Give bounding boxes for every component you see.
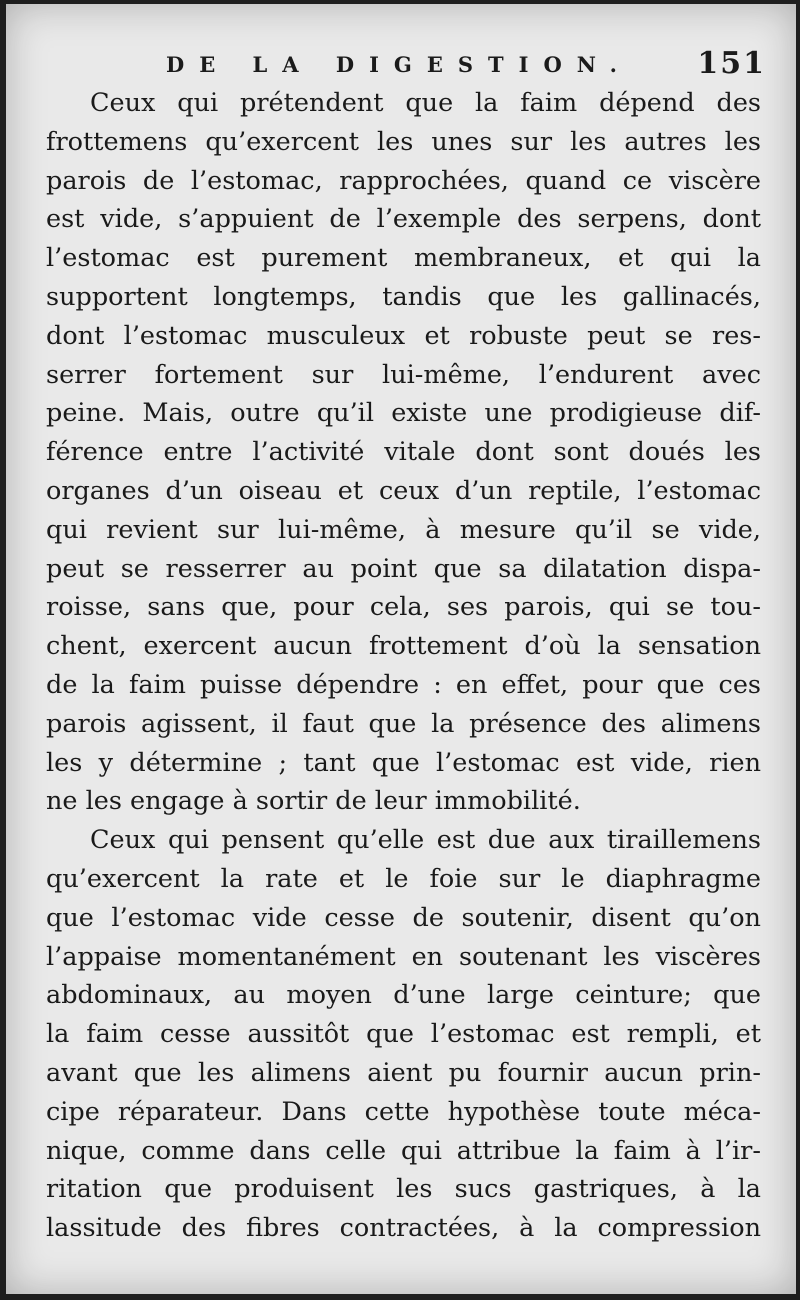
text-line: abdominaux, au moyen d’une large ceinture; que bbox=[46, 980, 761, 1011]
text-line: peine. Mais, outre qu’il existe une prodigieuse dif- bbox=[46, 398, 761, 429]
text-line: peut se resserrer au point que sa dilatation dispa- bbox=[46, 553, 761, 584]
body-text bbox=[46, 84, 761, 1248]
text-line: serrer fortement sur lui-même, l’endurent avec bbox=[46, 359, 761, 390]
text-line: dont l’estomac musculeux et robuste peut se res- bbox=[46, 320, 761, 351]
text-line: parois agissent, il faut que la présence des alimens bbox=[46, 708, 761, 739]
paragraph bbox=[46, 84, 761, 821]
page-header bbox=[6, 46, 796, 86]
text-line: férence entre l’activité vitale dont sont doués les bbox=[46, 437, 761, 468]
text-line: de la faim puisse dépendre : en effet, pour que ces bbox=[46, 669, 761, 700]
text-line: nique, comme dans celle qui attribue la faim à l’ir- bbox=[46, 1135, 761, 1166]
book-page bbox=[6, 4, 796, 1294]
text-line: Ceux qui prétendent que la faim dépend des bbox=[90, 88, 761, 118]
text-line: l’appaise momentanément en soutenant les viscères bbox=[46, 941, 761, 972]
text-line: frottemens qu’exercent les unes sur les autres les bbox=[46, 126, 761, 157]
text-line: parois de l’estomac, rapprochées, quand ce viscère bbox=[46, 165, 761, 196]
text-line: ne les engage à sortir de leur immobilité. bbox=[46, 786, 581, 817]
running-title: DE LA DIGESTION. bbox=[166, 52, 632, 77]
text-line: chent, exercent aucun frottement d’où la sensation bbox=[46, 631, 761, 662]
text-line: qu’exercent la rate et le foie sur le diaphragme bbox=[46, 863, 761, 894]
text-line: organes d’un oiseau et ceux d’un reptile, l’estomac bbox=[46, 475, 761, 506]
text-line: avant que les alimens aient pu fournir aucun prin- bbox=[46, 1057, 761, 1088]
text-line: l’estomac est purement membraneux, et qui la bbox=[46, 243, 761, 274]
text-line: Ceux qui pensent qu’elle est due aux tiraillemens bbox=[90, 825, 761, 856]
paragraph bbox=[46, 821, 761, 1248]
text-line: roisse, sans que, pour cela, ses parois, qui se tou- bbox=[46, 592, 761, 623]
text-line: est vide, s’appuient de l’exemple des serpens, dont bbox=[46, 204, 761, 235]
text-line: qui revient sur lui-même, à mesure qu’il se vide, bbox=[46, 514, 761, 545]
text-line: cipe réparateur. Dans cette hypothèse toute méca- bbox=[46, 1096, 761, 1127]
page-number: 151 bbox=[697, 46, 766, 81]
text-line: la faim cesse aussitôt que l’estomac est rempli, et bbox=[46, 1019, 761, 1050]
text-line: ritation que produisent les sucs gastriques, à la bbox=[46, 1174, 761, 1205]
text-line: que l’estomac vide cesse de soutenir, disent qu’on bbox=[46, 902, 761, 933]
text-line: les y détermine ; tant que l’estomac est vide, rien bbox=[46, 747, 761, 778]
text-line: supportent longtemps, tandis que les gallinacés, bbox=[46, 281, 761, 312]
text-line: lassitude des fibres contractées, à la compression bbox=[46, 1213, 761, 1244]
